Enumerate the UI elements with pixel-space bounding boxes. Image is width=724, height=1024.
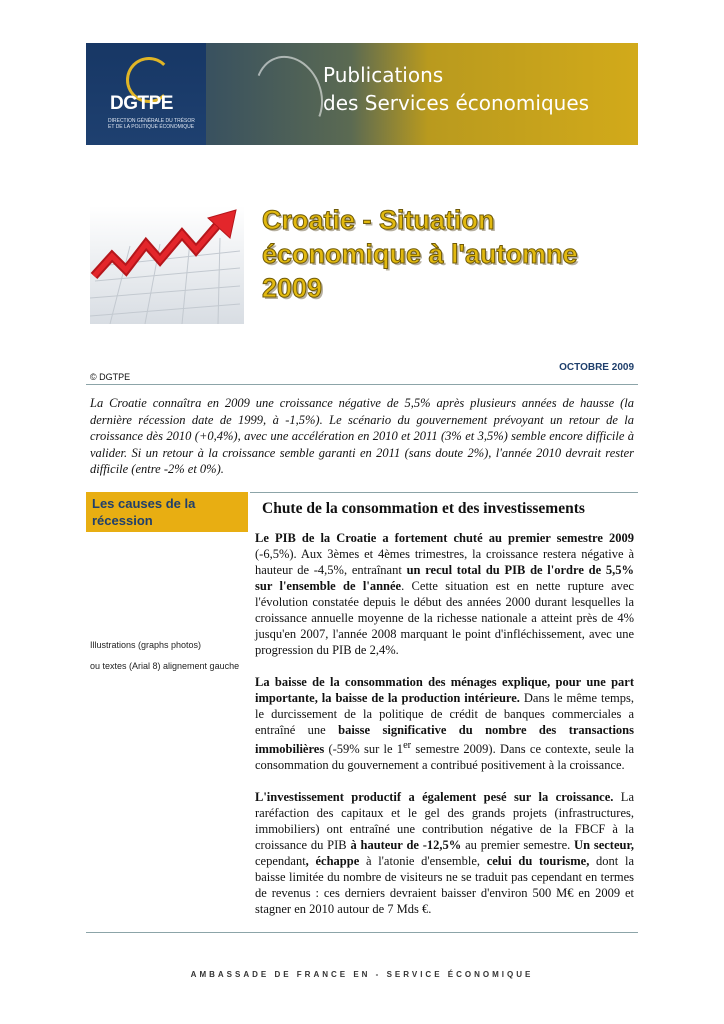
document-title: Croatie - Situation économique à l'automne 2009: [262, 205, 578, 303]
section-title: Chute de la consommation et des investissements: [262, 500, 585, 517]
footer-text: AMBASSADE DE FRANCE EN - SERVICE ÉCONOMIQUE: [190, 970, 534, 979]
dgtpe-logo: [86, 43, 206, 145]
banner-title: Publications des Services économiques: [323, 63, 590, 115]
sidebar-note-text: ou textes (Arial 8) alignement gauche: [90, 661, 240, 671]
growth-arrow-graph-image: [90, 206, 244, 324]
logo-subtitle: DIRECTION GÉNÉRALE DU TRÉSOR ET DE LA POLITIQUE ÉCONOMIQUE: [108, 118, 195, 130]
swirl-decoration-icon: [244, 46, 334, 145]
column-divider: [250, 492, 638, 493]
paragraph-3: L'investissement productif a également pesé sur la croissance. La raréfaction des capitaux et le gel des grands projets (infrastructures, immobiliers) ont entraîné une contribution négative de la FBCF à la croissance du PIB à hauteur de -12,5% au premier semestre. Un secteur, cependant, échappe à l'atonie d'ensemble, celui du tourisme, dont la baisse limitée du nombre de visiteurs ne se traduit pas cependant en termes de revenus : ces derniers devraient baisser d'environ 500 M€ en 2009 et stagner en 2010 autour de 7 Mds €.: [255, 790, 634, 917]
divider-bottom: [86, 932, 638, 933]
logo-text: DGTPE: [110, 93, 173, 114]
sidebar-heading-box: Les causes de la récession: [86, 492, 248, 532]
sidebar-note-illustrations: Illustrations (graphs photos): [90, 640, 202, 650]
divider-top: [86, 384, 638, 385]
article-body: [255, 530, 634, 933]
publication-banner: [86, 43, 638, 145]
copyright-notice: © DGTPE: [90, 372, 131, 382]
publication-date: OCTOBRE 2009: [559, 362, 634, 373]
intro-summary: La Croatie connaîtra en 2009 une croissance négative de 5,5% après plusieurs années de hausse (la dernière récession date de 1999, à -1,5%). Le scénario du gouvernement prévoyant un retour de la croissance dès 2010 (+0,4%), avec une accélération en 2010 et 2011 (3% et 3,5%) semble encore difficile à valider. Si un retour à la croissance semble garanti en 2011 (sans doute 2%), l'année 2010 devrait rester difficile (entre -2% et 0%).: [90, 396, 634, 476]
paragraph-2: La baisse de la consommation des ménages explique, pour une part importante, la baisse de la production intérieure. Dans le même temps, le durcissement de la politique de crédit de banques commerciales a entraîné une baisse significative du nombre des transactions immobilières (-59% sur le 1er semestre 2009). Dans ce contexte, seule la consommation du gouvernement a contribué positivement à la croissance.: [255, 675, 634, 773]
paragraph-1: Le PIB de la Croatie a fortement chuté au premier semestre 2009 (-6,5%). Aux 3èmes et 4èmes trimestres, la croissance restera négative à hauteur de -4,5%, entraînant un recul total du PIB de l'ordre de 5,5% sur l'ensemble de l'année. Cette situation est en nette rupture avec l'évolution constatée depuis le début des années 2000 durant lesquelles la croissance annuelle moyenne de la richesse nationale a atteint près de 4% jusqu'en 2007, l'année 2008 marquant le point d'infléchissement, avec une progression du PIB de 2,4%.: [255, 531, 634, 657]
